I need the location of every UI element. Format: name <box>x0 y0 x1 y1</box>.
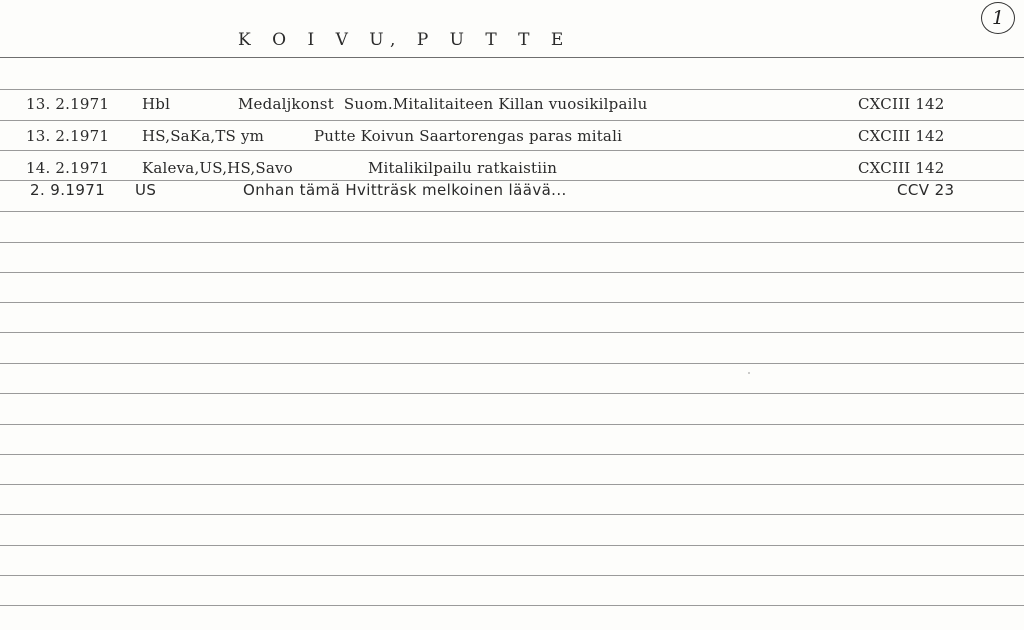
entry-row <box>0 125 1024 147</box>
header-rule <box>0 57 1024 58</box>
entry-source: US <box>135 181 157 199</box>
card-heading: K O I V U, P U T T E <box>238 30 572 50</box>
entry-reference: CXCIII 142 <box>858 95 945 113</box>
ruled-line <box>0 393 1024 394</box>
entry-date: 13. 2.1971 <box>26 127 110 145</box>
paper-speck <box>748 372 750 374</box>
ruled-line <box>0 545 1024 546</box>
ruled-line <box>0 272 1024 273</box>
entry-row <box>0 157 1024 179</box>
card-number: 1 <box>991 7 1005 29</box>
entry-source: HS,SaKa,TS ym <box>142 127 265 145</box>
entry-title: Medaljkonst Suom.Mitalitaiteen Killan vuosikilpailu <box>238 95 648 113</box>
entry-source: Kaleva,US,HS,Savo <box>142 159 293 177</box>
ruled-line <box>0 575 1024 576</box>
ruled-line <box>0 242 1024 243</box>
entry-source: Hbl <box>142 95 171 113</box>
entry-date: 14. 2.1971 <box>26 159 110 177</box>
ruled-line <box>0 605 1024 606</box>
entry-row <box>0 179 1024 201</box>
ruled-line <box>0 454 1024 455</box>
entry-title: Putte Koivun Saartorengas paras mitali <box>314 127 623 145</box>
ruled-line <box>0 514 1024 515</box>
ruled-line <box>0 302 1024 303</box>
ruled-line <box>0 150 1024 151</box>
card-number-circle <box>981 2 1015 34</box>
entry-reference: CCV 23 <box>897 181 955 199</box>
entry-row <box>0 93 1024 115</box>
entry-date: 2. 9.1971 <box>30 181 106 199</box>
ruled-line <box>0 211 1024 212</box>
ruled-line <box>0 484 1024 485</box>
ruled-line <box>0 332 1024 333</box>
ruled-line <box>0 120 1024 121</box>
ruled-line <box>0 89 1024 90</box>
ruled-line <box>0 363 1024 364</box>
ruled-line <box>0 424 1024 425</box>
entry-date: 13. 2.1971 <box>26 95 110 113</box>
entry-title: Mitalikilpailu ratkaistiin <box>368 159 558 177</box>
entry-reference: CXCIII 142 <box>858 127 945 145</box>
entry-title: Onhan tämä Hvitträsk melkoinen läävä... <box>243 181 567 199</box>
entry-reference: CXCIII 142 <box>858 159 945 177</box>
